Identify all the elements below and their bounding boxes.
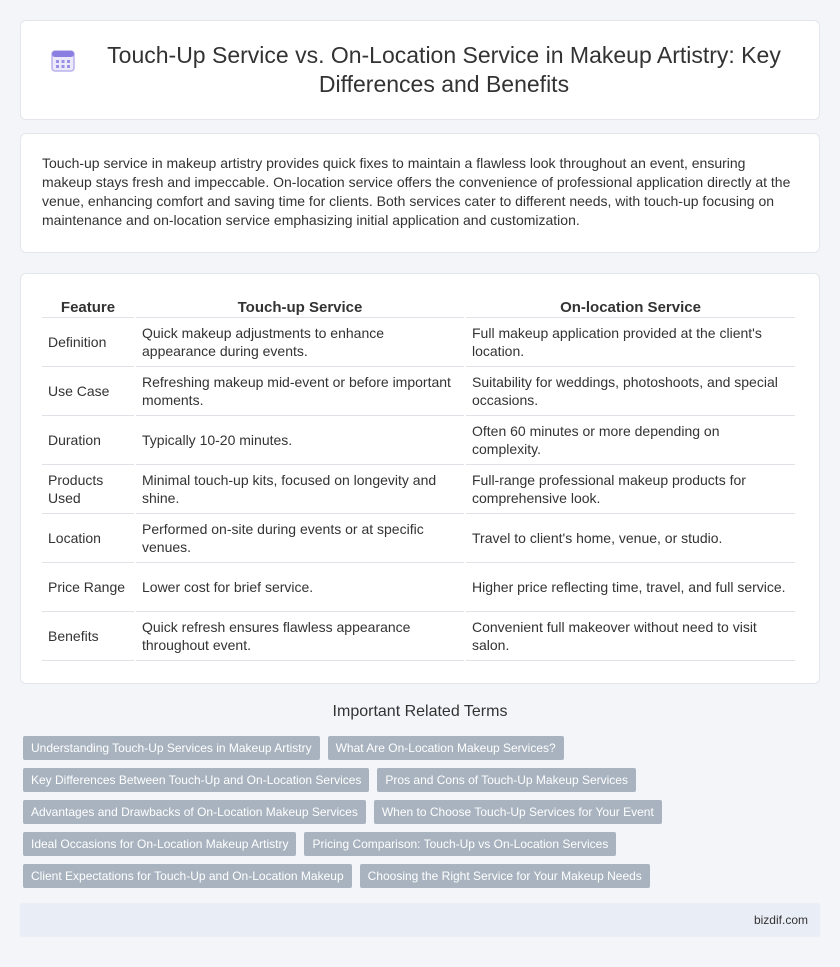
tag-row [23, 800, 823, 826]
comparison-card [20, 273, 820, 684]
related-term-link[interactable]: What Are On-Location Makeup Services? [328, 736, 564, 760]
row-feature: Definition [42, 318, 134, 367]
row-feature: Location [42, 514, 134, 563]
table-row [42, 318, 795, 367]
calendar-icon [50, 47, 76, 73]
table-row [42, 367, 795, 416]
related-term-link[interactable]: Ideal Occasions for On-Location Makeup Artistry [23, 832, 296, 856]
header-touch-up: Touch-up Service [136, 294, 464, 318]
header-on-location: On-location Service [466, 294, 795, 318]
row-touch-up: Refreshing makeup mid-event or before important moments. [136, 367, 464, 416]
page-title: Touch-Up Service vs. On-Location Service in Makeup Artistry: Key Differences and Benefits [107, 42, 781, 97]
row-on-location: Travel to client's home, venue, or studio. [466, 514, 795, 563]
row-touch-up: Quick makeup adjustments to enhance appearance during events. [136, 318, 464, 367]
table-row [42, 514, 795, 563]
table-row [42, 465, 795, 514]
row-feature: Products Used [42, 465, 134, 514]
title-wrap [50, 41, 790, 99]
row-feature: Benefits [42, 612, 134, 661]
table-row [42, 612, 795, 661]
related-term-link[interactable]: Choosing the Right Service for Your Makeup Needs [360, 864, 650, 888]
row-on-location: Full-range professional makeup products for comprehensive look. [466, 465, 795, 514]
table-row [42, 563, 795, 612]
tag-row [23, 864, 823, 890]
related-term-link[interactable]: Understanding Touch-Up Services in Makeup Artistry [23, 736, 320, 760]
row-touch-up: Quick refresh ensures flawless appearance throughout event. [136, 612, 464, 661]
row-on-location: Often 60 minutes or more depending on complexity. [466, 416, 795, 465]
row-touch-up: Typically 10-20 minutes. [136, 416, 464, 465]
related-term-link[interactable]: Client Expectations for Touch-Up and On-Location Makeup [23, 864, 352, 888]
row-on-location: Higher price reflecting time, travel, and full service. [466, 563, 795, 612]
table-header-row [42, 294, 795, 318]
related-term-link[interactable]: Key Differences Between Touch-Up and On-Location Services [23, 768, 369, 792]
related-term-link[interactable]: Pros and Cons of Touch-Up Makeup Services [377, 768, 636, 792]
row-feature: Use Case [42, 367, 134, 416]
related-terms-title: Important Related Terms [332, 703, 508, 720]
tag-row [23, 768, 823, 794]
header-feature: Feature [42, 294, 134, 318]
row-on-location: Suitability for weddings, photoshoots, and special occasions. [466, 367, 795, 416]
intro-card [20, 133, 820, 253]
tag-row [23, 736, 823, 762]
row-touch-up: Minimal touch-up kits, focused on longevity and shine. [136, 465, 464, 514]
table-row [42, 416, 795, 465]
row-on-location: Convenient full makeover without need to visit salon. [466, 612, 795, 661]
footer [20, 903, 820, 937]
related-terms-list [23, 736, 823, 896]
row-touch-up: Lower cost for brief service. [136, 563, 464, 612]
row-touch-up: Performed on-site during events or at specific venues. [136, 514, 464, 563]
intro-paragraph: Touch-up service in makeup artistry provides quick fixes to maintain a flawless look throughout an event, ensuring makeup stays fresh and impeccable. On-location service offers the convenience of professional application directly at the venue, enhancing comfort and saving time for clients. Both services cater to different needs, with touch-up focusing on maintenance and on-location service emphasizing initial application and customization. [42, 155, 791, 228]
comparison-table [40, 294, 797, 661]
row-feature: Price Range [42, 563, 134, 612]
row-feature: Duration [42, 416, 134, 465]
related-term-link[interactable]: Pricing Comparison: Touch-Up vs On-Location Services [304, 832, 616, 856]
row-on-location: Full makeup application provided at the client's location. [466, 318, 795, 367]
tag-row [23, 832, 823, 858]
footer-brand[interactable]: bizdif.com [753, 913, 808, 927]
title-card [20, 20, 820, 120]
related-term-link[interactable]: When to Choose Touch-Up Services for Your Event [374, 800, 662, 824]
related-term-link[interactable]: Advantages and Drawbacks of On-Location Makeup Services [23, 800, 366, 824]
